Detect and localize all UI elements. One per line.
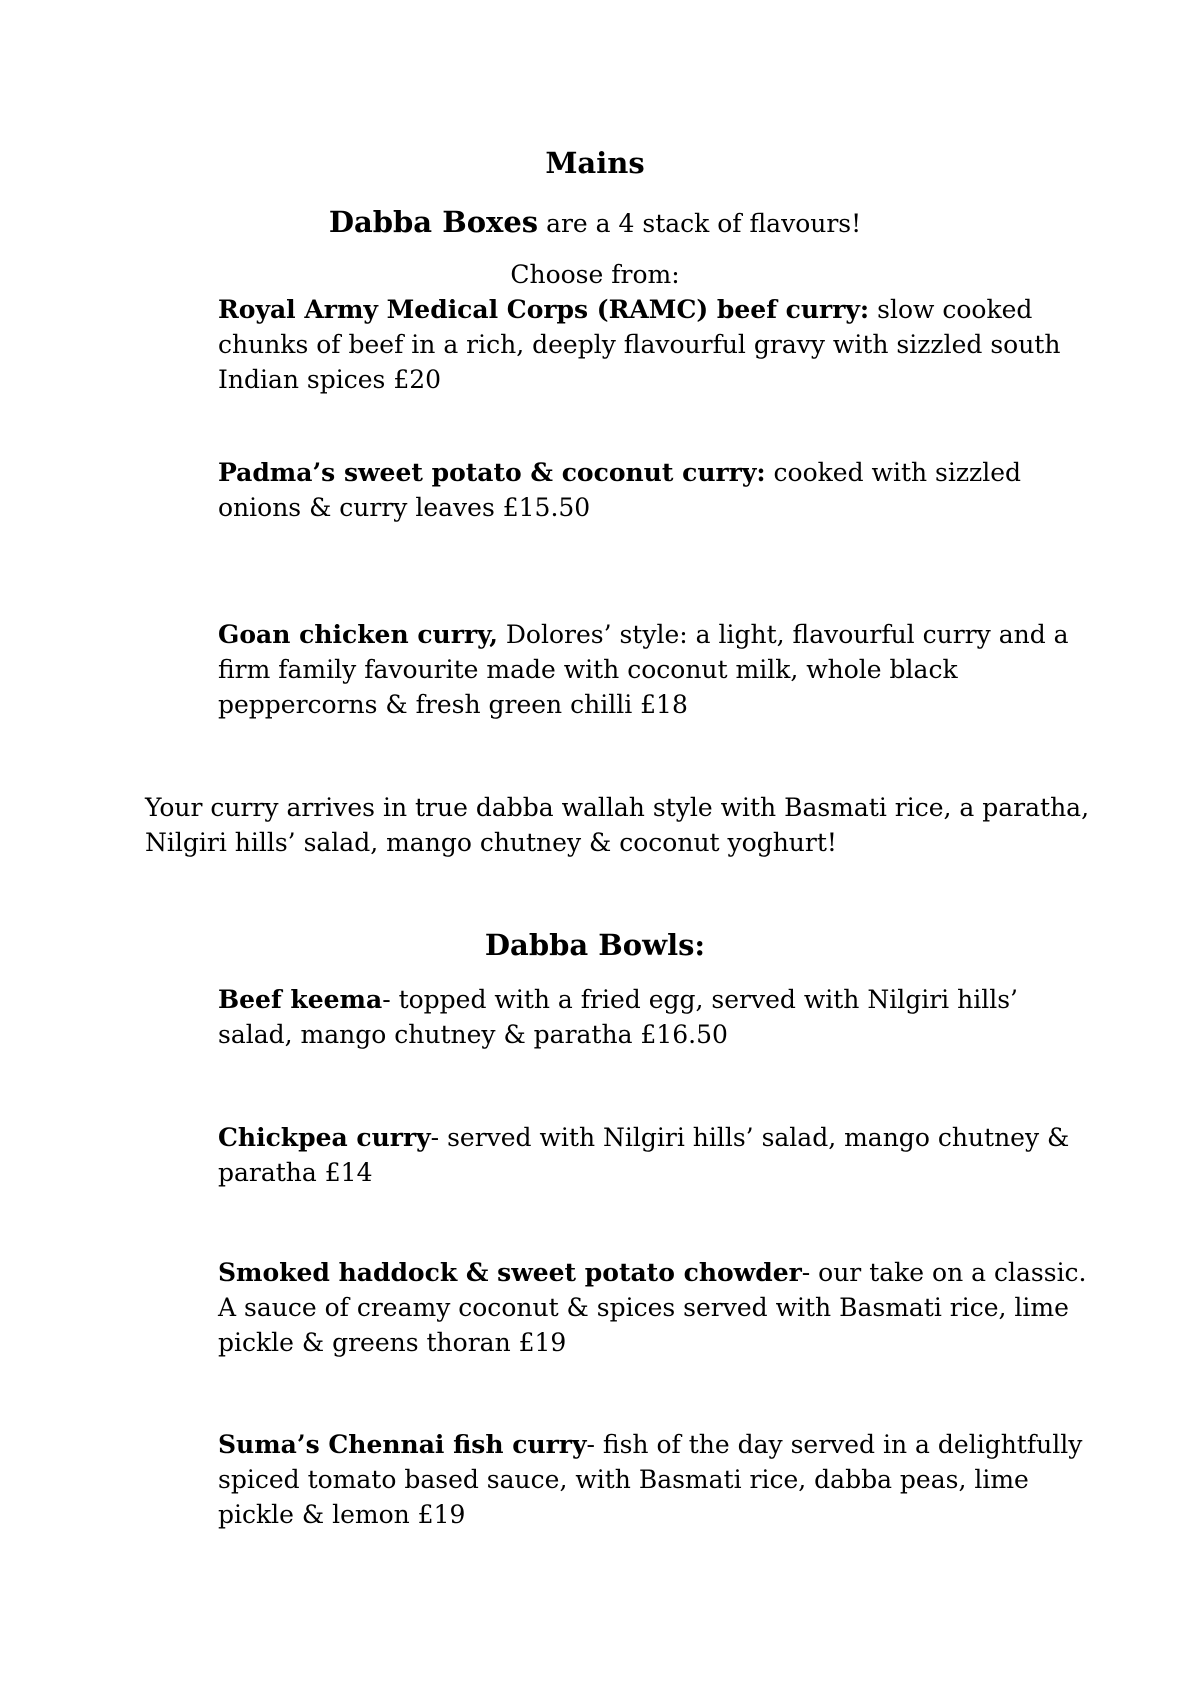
dabba-boxes-subtitle	[0, 202, 1190, 244]
menu-item-sweet-potato-curry	[218, 455, 1098, 525]
menu-item-name: Royal Army Medical Corps (RAMC) beef curry:	[218, 295, 870, 324]
menu-item-name: Padma’s sweet potato & coconut curry:	[218, 458, 766, 487]
menu-item-haddock-chowder	[218, 1255, 1098, 1360]
dabba-boxes-subtitle-text: are a 4 stack of flavours!	[538, 209, 862, 238]
dabba-boxes-note: Your curry arrives in true dabba wallah style with Basmati rice, a paratha, Nilgiri hills’ salad, mango chutney & coconut yoghurt!	[145, 793, 1090, 857]
menu-item-description: Dolores’ style: a light, flavourful curry and a firm family favourite made with coconut milk, whole black peppercorns & fresh green chilli £18	[218, 620, 1069, 719]
menu-item-description: slow cooked chunks of beef in a rich, deeply flavourful gravy with sizzled south Indian spices £20	[218, 295, 1061, 394]
dabba-bowls-heading: Dabba Bowls:	[484, 928, 706, 962]
page-title: Mains	[545, 146, 645, 180]
menu-item-name: Smoked haddock & sweet potato chowder	[218, 1258, 802, 1287]
menu-item-chennai-fish-curry	[218, 1427, 1098, 1532]
menu-item-name: Chickpea curry	[218, 1123, 431, 1152]
menu-item-name: Beef keema	[218, 985, 383, 1014]
menu-item-name: Goan chicken curry,	[218, 620, 498, 649]
menu-item-description: cooked with sizzled onions & curry leaves £15.50	[218, 458, 1022, 522]
menu-item-description: - topped with a fried egg, served with Nilgiri hills’ salad, mango chutney & paratha £16.50	[218, 985, 1018, 1049]
menu-item-description: - our take on a classic. A sauce of creamy coconut & spices served with Basmati rice, lime pickle & greens thoran £19	[218, 1258, 1087, 1357]
menu-item-goan-chicken-curry	[218, 617, 1098, 722]
choose-from-label: Choose from:	[510, 260, 680, 289]
dabba-boxes-heading: Dabba Boxes	[328, 205, 539, 239]
menu-item-description: - served with Nilgiri hills’ salad, mango chutney & paratha £14	[218, 1123, 1070, 1187]
menu-item-name: Suma’s Chennai fish curry	[218, 1430, 587, 1459]
menu-item-description: - fish of the day served in a delightfully spiced tomato based sauce, with Basmati rice, dabba peas, lime pickle & lemon £19	[218, 1430, 1083, 1529]
menu-item-ramc-beef-curry	[218, 292, 1098, 397]
menu-item-beef-keema	[218, 982, 1098, 1052]
menu-item-chickpea-curry	[218, 1120, 1098, 1190]
